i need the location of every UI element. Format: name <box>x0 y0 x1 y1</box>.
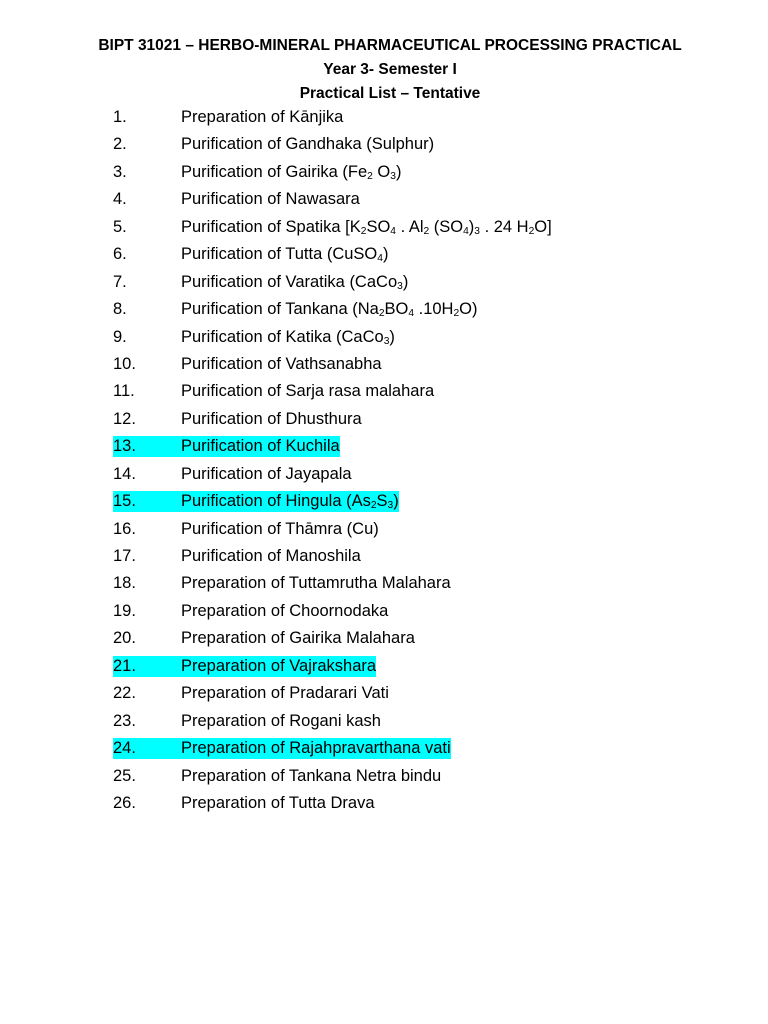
item-number: 20. <box>113 629 136 648</box>
subscript: 2 <box>423 225 430 237</box>
list-subtitle: Practical List – Tentative <box>299 85 481 102</box>
item-text <box>181 159 401 186</box>
text-segment: Purification of Gandhaka (Sulphur) <box>181 135 435 154</box>
subscript: 2 <box>453 307 460 319</box>
item-text <box>181 738 451 759</box>
item-text <box>181 570 451 597</box>
item-number: 12. <box>113 409 136 428</box>
text-segment: Preparation of Vajrakshara <box>181 656 377 675</box>
text-segment: BO <box>384 300 409 319</box>
item-number: 16. <box>113 519 136 538</box>
item-text <box>181 378 434 405</box>
item-text <box>181 104 343 131</box>
list-item <box>0 406 768 433</box>
item-text <box>181 491 399 512</box>
item-number: 18. <box>113 574 136 593</box>
list-item <box>0 159 768 186</box>
item-text <box>181 131 434 158</box>
item-text <box>181 324 395 351</box>
course-title: BIPT 31021 – HERBO-MINERAL PHARMACEUTICAL PROCESSING PRACTICAL <box>98 37 682 54</box>
subscript: 2 <box>360 225 367 237</box>
item-text <box>181 461 352 488</box>
item-number: 11. <box>113 382 135 401</box>
subscript: 3 <box>474 225 480 237</box>
item-text <box>181 680 389 707</box>
subscript: 4 <box>463 225 469 237</box>
item-number: 4. <box>113 190 127 209</box>
text-segment: Preparation of Tuttamrutha Malahara <box>181 574 451 593</box>
list-item <box>0 378 768 405</box>
text-segment: Purification of Katika (CaCo <box>181 327 384 346</box>
text-segment: ) <box>393 492 399 511</box>
item-text <box>181 186 360 213</box>
text-segment: Purification of Spatika [K <box>181 217 361 236</box>
item-number: 19. <box>113 601 136 620</box>
year-semester: Year 3- Semester I <box>323 61 457 78</box>
list-item <box>0 461 768 488</box>
text-segment: Purification of Varatika (CaCo <box>181 272 398 291</box>
text-segment: Preparation of Choornodaka <box>181 601 389 620</box>
list-item <box>0 653 768 680</box>
text-segment: Purification of Tutta (CuSO <box>181 245 378 264</box>
text-segment: Purification of Jayapala <box>181 464 352 483</box>
text-segment: Purification of Gairika (Fe <box>181 162 368 181</box>
text-segment: Purification of Nawasara <box>181 190 360 209</box>
subscript: 2 <box>370 499 377 511</box>
item-text <box>181 790 375 817</box>
item-number: 9. <box>113 327 127 346</box>
item-text <box>181 656 376 677</box>
text-segment: . 24 H <box>479 217 529 236</box>
item-text <box>181 516 379 543</box>
text-segment: .10H <box>414 300 454 319</box>
item-text <box>181 598 388 625</box>
item-number: 21. <box>113 656 181 677</box>
subscript: 3 <box>387 499 394 511</box>
item-number: 22. <box>113 684 136 703</box>
list-item <box>0 131 768 158</box>
item-text <box>181 436 340 457</box>
list-item <box>0 625 768 652</box>
item-number: 13. <box>113 436 181 457</box>
item-text <box>181 269 408 296</box>
subscript: 3 <box>397 280 403 292</box>
text-segment: ) <box>382 245 389 264</box>
document-header <box>0 34 768 106</box>
item-number: 24. <box>113 738 181 759</box>
text-segment: Purification of Vathsanabha <box>181 354 382 373</box>
list-item <box>0 680 768 707</box>
list-item <box>0 324 768 351</box>
list-item <box>0 516 768 543</box>
text-segment: Purification of Dhusthura <box>181 409 362 428</box>
item-number: 23. <box>113 711 136 730</box>
list-item <box>0 570 768 597</box>
text-segment: Preparation of Tankana Netra bindu <box>181 766 442 785</box>
text-segment: Purification of Thāmra (Cu) <box>181 519 379 538</box>
subscript: 2 <box>378 307 385 319</box>
item-number: 7. <box>113 272 127 291</box>
item-number: 26. <box>113 793 136 812</box>
list-item <box>0 214 768 241</box>
subscript: 2 <box>367 170 373 182</box>
text-segment: Purification of Sarja rasa malahara <box>181 382 435 401</box>
subscript: 4 <box>377 253 383 265</box>
item-text <box>181 351 382 378</box>
list-item <box>0 790 768 817</box>
list-item <box>0 104 768 131</box>
item-number: 10. <box>113 354 136 373</box>
list-item <box>0 433 768 460</box>
item-number: 2. <box>113 135 127 154</box>
list-item <box>0 488 768 515</box>
item-number: 15. <box>113 491 181 512</box>
list-item <box>0 269 768 296</box>
list-item <box>0 186 768 213</box>
item-number: 5. <box>113 217 127 236</box>
text-segment: O] <box>534 217 552 236</box>
text-segment: Preparation of Gairika Malahara <box>181 629 415 648</box>
item-text <box>181 543 361 570</box>
item-number: 3. <box>113 162 127 181</box>
item-number: 17. <box>113 547 136 565</box>
subscript: 3 <box>383 335 390 347</box>
text-segment: Preparation of Rogani kash <box>181 711 381 730</box>
subscript: 4 <box>408 307 415 319</box>
subscript: 4 <box>390 225 396 237</box>
list-item <box>0 708 768 735</box>
text-segment: . Al <box>395 217 424 236</box>
text-segment: Preparation of Kānjika <box>181 108 344 126</box>
text-segment: Purification of Tankana (Na <box>181 300 379 319</box>
text-segment: O <box>372 162 391 181</box>
list-item <box>0 241 768 268</box>
item-text <box>181 296 478 323</box>
list-item <box>0 296 768 323</box>
item-number: 25. <box>113 766 136 785</box>
text-segment: Purification of Kuchila <box>181 437 340 456</box>
text-segment: Preparation of Pradarari Vati <box>181 684 389 703</box>
item-number: 14. <box>113 464 136 483</box>
text-segment: ) <box>402 272 409 291</box>
item-number: 1. <box>113 108 127 126</box>
list-item <box>0 763 768 790</box>
text-segment: ) <box>395 162 402 181</box>
item-text <box>181 625 415 652</box>
text-segment: ) <box>389 327 395 346</box>
text-segment: (SO <box>429 217 464 236</box>
item-text <box>181 708 381 735</box>
item-text <box>181 241 388 268</box>
item-number: 6. <box>113 245 127 264</box>
item-text <box>181 406 362 433</box>
text-segment: O) <box>459 300 478 319</box>
list-item <box>0 351 768 378</box>
subscript: 2 <box>528 225 535 237</box>
text-segment: SO <box>366 217 391 236</box>
text-segment: Preparation of Rajahpravarthana vati <box>181 739 451 758</box>
text-segment: ) <box>468 217 475 236</box>
text-segment: Purification of Hingula (As <box>181 492 371 511</box>
item-number: 8. <box>113 300 127 319</box>
text-segment: Preparation of Tutta Drava <box>181 793 375 812</box>
list-item <box>0 735 768 762</box>
list-item <box>0 598 768 625</box>
item-text <box>181 763 441 790</box>
text-segment: S <box>376 492 388 511</box>
list-item <box>0 543 768 570</box>
practical-list <box>0 104 768 817</box>
text-segment: Purification of Manoshila <box>181 547 361 565</box>
item-text <box>181 214 552 241</box>
subscript: 3 <box>390 170 396 182</box>
